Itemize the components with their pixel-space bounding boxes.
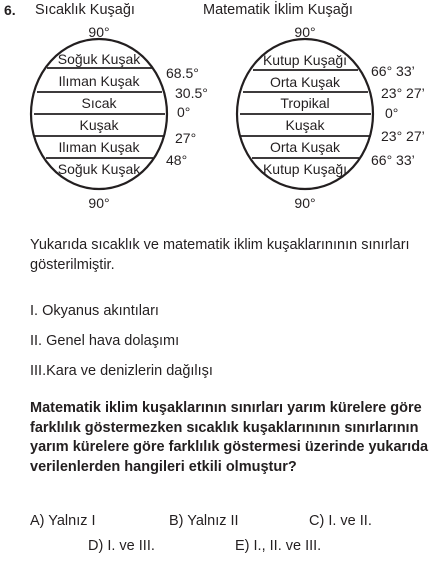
left-bottom-90-label: 90° [88, 195, 110, 211]
right-boundary-1: 66° 33’ [371, 63, 415, 79]
left-boundary-5: 48° [166, 152, 188, 168]
right-band-polar-south: Kutup Kuşağı [262, 161, 348, 177]
option-d[interactable]: D) I. ve III. [88, 538, 155, 554]
left-band-temperate-north: Ilıman Kuşak [58, 73, 140, 89]
right-band-tropical-2: Kuşak [285, 117, 325, 133]
right-band-tropical-1: Tropikal [280, 95, 330, 111]
right-boundary-5: 66° 33’ [371, 152, 415, 168]
option-a[interactable]: A) Yalnız I [30, 513, 96, 529]
question-text: Matematik iklim kuşaklarının sınırları yarım kürelere göre farklılık göstermezken sıcaklık kuşaklarınının sınırlarının yarım kürelere göre farklılık göstermesi üzerinde yukarıda verilenlerden hangileri etkili olmuştur? [30, 400, 429, 475]
statement-item-3: III.Kara ve denizlerin dağılışı [30, 363, 213, 379]
right-bottom-90-label: 90° [294, 195, 316, 211]
right-band-polar-north: Kutup Kuşağı [262, 52, 348, 68]
left-boundary-1: 68.5° [166, 65, 199, 81]
option-c[interactable]: C) I. ve II. [309, 513, 372, 529]
right-boundary-3: 0° [385, 105, 399, 121]
right-boundary-4: 23° 27’ [381, 128, 425, 144]
left-boundary-4: 27° [175, 130, 197, 146]
left-diagram-title: Sıcaklık Kuşağı [35, 2, 135, 18]
left-boundary-3: 0° [177, 104, 191, 120]
question-number: 6. [4, 2, 16, 18]
option-e[interactable]: E) I., II. ve III. [235, 538, 322, 554]
left-top-90-label: 90° [88, 24, 110, 40]
statement-item-1: I. Okyanus akıntıları [30, 303, 159, 319]
intro-text: Yukarıda sıcaklık ve matematik iklim kuşaklarınının sınırları gösterilmiştir. [30, 237, 410, 273]
option-b[interactable]: B) Yalnız II [169, 513, 239, 529]
right-band-middle-south: Orta Kuşak [269, 139, 341, 155]
right-top-90-label: 90° [294, 24, 316, 40]
left-band-hot-2: Kuşak [79, 117, 119, 133]
right-diagram-title: Matematik İklim Kuşağı [203, 2, 353, 18]
left-boundary-2: 30.5° [175, 85, 208, 101]
right-band-middle-north: Orta Kuşak [269, 74, 341, 90]
temperature-zones-diagram [0, 0, 439, 215]
left-band-cold-north: Soğuk Kuşak [57, 51, 141, 67]
statement-item-2: II. Genel hava dolaşımı [30, 333, 180, 349]
right-boundary-2: 23° 27’ [381, 85, 425, 101]
left-band-cold-south: Soğuk Kuşak [57, 161, 141, 177]
left-band-temperate-south: Ilıman Kuşak [58, 139, 140, 155]
left-band-hot-1: Sıcak [81, 95, 117, 111]
